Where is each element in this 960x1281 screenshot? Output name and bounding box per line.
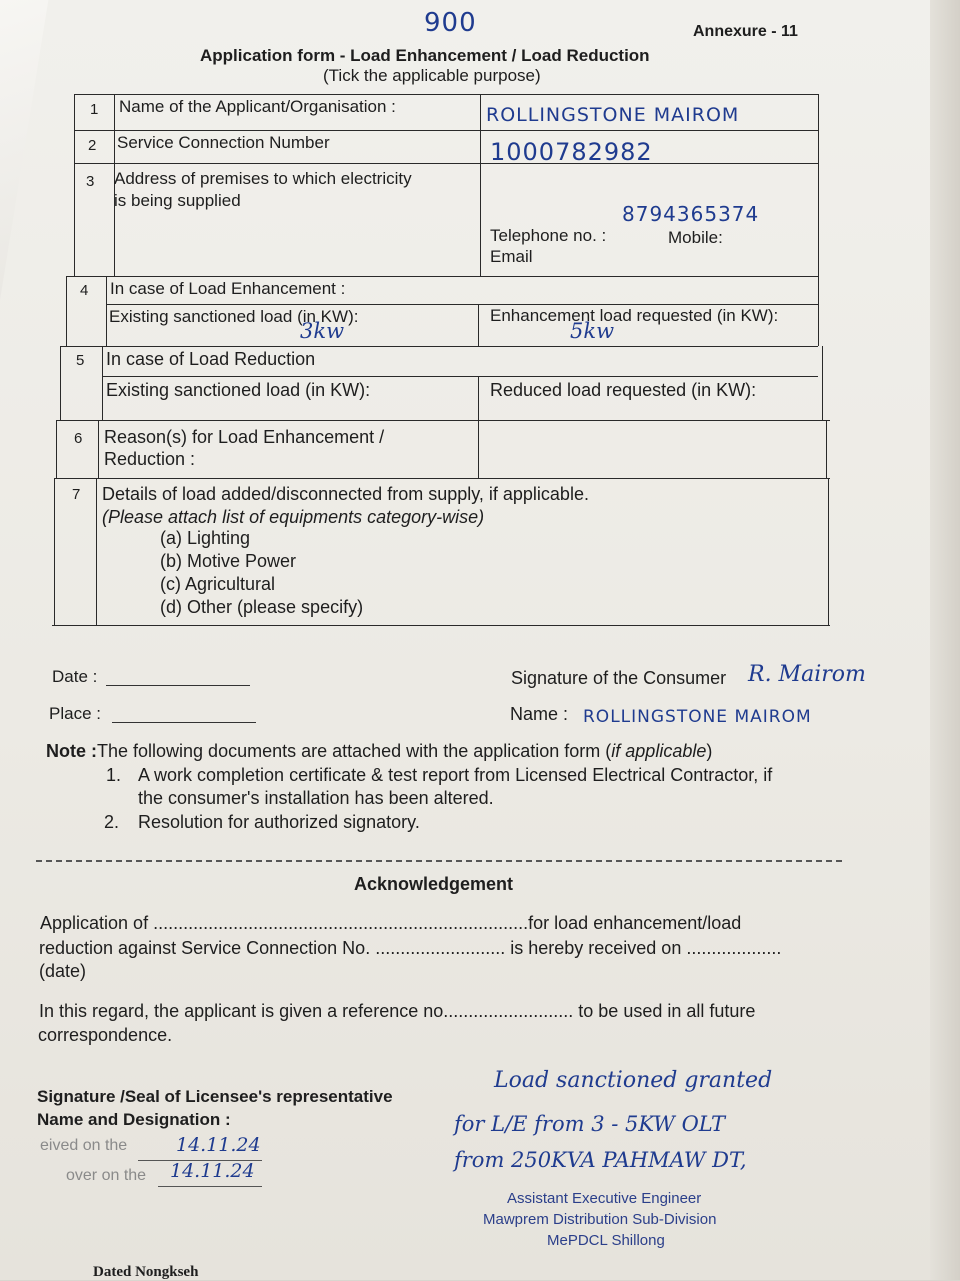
handover-label: over on the	[66, 1167, 147, 1184]
ack-text: In this regard, the applicant is given a reference no	[39, 1001, 444, 1021]
place-field-line	[112, 722, 256, 723]
row-number: 7	[72, 486, 81, 503]
received-date: 14.11.24	[176, 1134, 261, 1156]
note-item-1-line1: A work completion certificate & test report from Licensed Electrical Contractor, if	[138, 765, 773, 785]
ack-dots: ...................	[686, 938, 782, 958]
row-number: 6	[74, 430, 83, 447]
row-number: 1	[90, 101, 99, 118]
enhancement-requested-value: 5kw	[570, 319, 615, 343]
ack-text: to be used in all future	[573, 1001, 756, 1021]
stamp-office: Mawprem Distribution Sub-Division	[483, 1211, 717, 1228]
row-number: 3	[86, 173, 95, 190]
load-reduction-label: In case of Load Reduction	[106, 349, 316, 369]
ack-text: is hereby received on	[505, 938, 687, 958]
handover-line	[158, 1186, 262, 1187]
note-item-number: 2.	[104, 812, 120, 832]
existing-load-value: 3kw	[300, 319, 345, 343]
separator	[36, 860, 842, 862]
consumer-signature: R. Mairom	[748, 662, 866, 687]
service-connection-label: Service Connection Number	[117, 133, 330, 152]
note-italic: if applicable	[611, 741, 707, 761]
load-enhancement-label: In case of Load Enhancement :	[110, 279, 346, 298]
stamp-company: MePDCL Shillong	[547, 1232, 665, 1249]
handwritten-number: 900	[424, 8, 477, 38]
stamp-designation: Assistant Executive Engineer	[507, 1190, 702, 1207]
applicant-name-label: Name of the Applicant/Organisation :	[119, 97, 396, 116]
email-label: Email	[490, 247, 533, 266]
ack-dots: ..........................	[375, 938, 506, 958]
address-label-line2: is being supplied	[114, 191, 241, 210]
sanction-remark-line1: Load sanctioned granted	[494, 1068, 773, 1093]
mobile-label: Mobile:	[668, 228, 723, 247]
details-note: (Please attach list of equipments category-wise)	[102, 507, 485, 527]
row-number: 2	[88, 137, 97, 154]
note-label: Note :	[46, 741, 97, 761]
sanction-remark-line2: for L/E from 3 - 5KW OLT	[454, 1112, 726, 1136]
handover-date: 14.11.24	[170, 1160, 255, 1182]
load-category-item: (d) Other (please specify)	[160, 597, 364, 617]
date-label: Date :	[52, 667, 98, 686]
consumer-signature-label: Signature of the Consumer	[511, 668, 727, 688]
note-item-number: 1.	[106, 765, 122, 785]
load-category-item: (b) Motive Power	[160, 551, 297, 571]
ack-reference-line-2: correspondence.	[38, 1025, 173, 1045]
place-label: Place :	[49, 704, 101, 723]
consumer-name-label: Name :	[510, 704, 569, 724]
mobile-value: 8794365374	[622, 202, 760, 226]
ack-dots: ...........................................................................	[153, 913, 529, 933]
consumer-name-value: ROLLINGSTONE MAIROM	[583, 707, 812, 727]
dated-place: Dated Nongkseh	[93, 1264, 199, 1280]
existing-load-label: Existing sanctioned load (in KW):	[109, 307, 359, 326]
ack-text: for load enhancement/load	[528, 913, 742, 933]
load-category-item: (c) Agricultural	[160, 574, 276, 594]
note-close: )	[706, 741, 713, 761]
sanction-remark-line3: from 250KVA PAHMAW DT,	[454, 1148, 747, 1172]
row-number: 5	[76, 352, 85, 369]
applicant-name-value: ROLLINGSTONE MAIROM	[486, 104, 740, 126]
existing-load-label-reduction: Existing sanctioned load (in KW):	[106, 380, 371, 400]
telephone-label: Telephone no. :	[490, 226, 607, 245]
licensee-name-label: Name and Designation :	[37, 1110, 231, 1129]
enhancement-requested-label: Enhancement load requested (in KW):	[490, 306, 779, 325]
note-item-1-line2: the consumer's installation has been altered.	[138, 788, 494, 808]
form-subtitle: (Tick the applicable purpose)	[323, 66, 541, 85]
service-connection-value: 1000782982	[490, 138, 653, 166]
reason-label-line1: Reason(s) for Load Enhancement /	[104, 427, 385, 447]
row-number: 4	[80, 282, 89, 299]
load-category-item: (a) Lighting	[160, 528, 251, 548]
licensee-signature-label: Signature /Seal of Licensee's representative	[37, 1087, 393, 1106]
annexure-label: Annexure - 11	[693, 23, 798, 40]
page-edge	[930, 0, 960, 1280]
details-label: Details of load added/disconnected from supply, if applicable.	[102, 484, 589, 504]
ack-text: Application of	[40, 913, 154, 933]
ack-text: reduction against Service Connection No.	[39, 938, 376, 958]
ack-dots: ..........................	[443, 1001, 574, 1021]
note-item-2: Resolution for authorized signatory.	[138, 812, 420, 832]
date-field-line	[106, 685, 250, 686]
address-label-line1: Address of premises to which electricity	[114, 169, 412, 188]
note-text: The following documents are attached with the application form (	[97, 741, 612, 761]
ack-reference-line	[39, 1001, 755, 1022]
form-title: Application form - Load Enhancement / Load Reduction	[200, 46, 650, 65]
reason-label-line2: Reduction :	[104, 449, 196, 469]
acknowledgement-title: Acknowledgement	[354, 874, 514, 894]
ack-line-1	[40, 913, 741, 934]
received-label: eived on the	[40, 1137, 128, 1154]
ack-line-3: (date)	[39, 961, 87, 981]
ack-line-2	[39, 938, 781, 959]
note-intro	[46, 741, 712, 762]
reduced-load-label: Reduced load requested (in KW):	[490, 380, 757, 400]
